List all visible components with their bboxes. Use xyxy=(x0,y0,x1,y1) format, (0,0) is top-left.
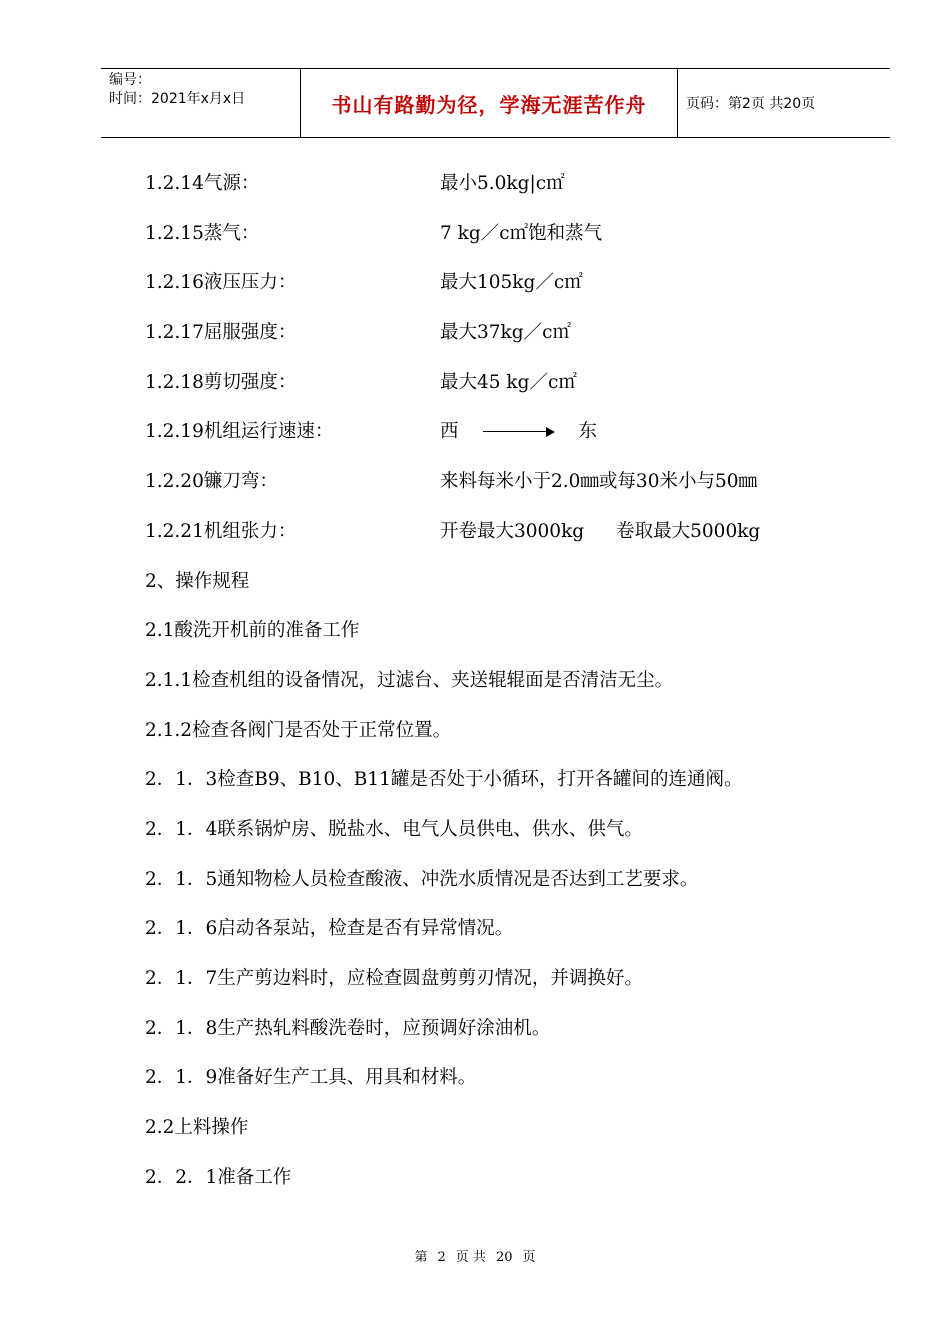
document-time: 时间：2021年x月x日 xyxy=(109,91,246,107)
spec-line xyxy=(145,466,865,516)
spec-line xyxy=(145,317,865,367)
paragraph: 2．1．9准备好生产工具、用具和材料。 xyxy=(145,1067,477,1089)
spec-line xyxy=(145,367,865,417)
direction-line xyxy=(145,416,865,466)
right-arrow-icon xyxy=(483,426,555,438)
header-page-number: 页码：第2页 共20页 xyxy=(686,96,816,112)
header-motto: 书山有路勤为径，学海无涯苦作舟 xyxy=(301,69,678,137)
paragraph: 2．1．5通知物检人员检查酸液、冲洗水质情况是否达到工艺要求。 xyxy=(145,868,699,890)
footer-suffix: 页 xyxy=(522,1250,536,1265)
subsection-heading: 2.2上料操作 xyxy=(145,1117,249,1139)
spec-label: 1.2.17屈服强度： xyxy=(145,322,297,344)
spec-value: 最大37kg／c㎡ xyxy=(440,322,571,344)
spec-value: 来料每米小于2.0㎜或每30米小与50㎜ xyxy=(440,471,758,493)
spec-line xyxy=(145,218,865,268)
coiler-tension: 卷取最大5000kg xyxy=(616,520,761,542)
section-heading: 2、操作规程 xyxy=(145,570,250,592)
footer-mid: 页 共 xyxy=(455,1250,486,1265)
footer-page: 2 xyxy=(437,1250,446,1265)
page-footer xyxy=(0,1246,950,1265)
spec-line xyxy=(145,267,865,317)
spec-label: 1.2.16液压压力： xyxy=(145,272,297,294)
direction-label: 1.2.19机组运行速速： xyxy=(145,421,334,443)
spec-label: 1.2.14气源： xyxy=(145,173,260,194)
paragraph: 2.1.1检查机组的设备情况，过滤台、夹送辊辊面是否清洁无尘。 xyxy=(145,669,674,691)
spec-line xyxy=(145,168,865,218)
spec-label: 1.2.18剪切强度： xyxy=(145,371,297,393)
spec-value: 最小5.0kg|c㎡ xyxy=(440,173,565,194)
paragraph: 2．2．1准备工作 xyxy=(145,1166,292,1188)
subsection-heading: 2.1酸洗开机前的准备工作 xyxy=(145,620,360,642)
direction-to: 东 xyxy=(578,421,598,443)
paragraph: 2．1．8生产热轧料酸洗卷时，应预调好涂油机。 xyxy=(145,1017,551,1039)
paragraph: 2.1.2检查各阀门是否处于正常位置。 xyxy=(145,719,452,741)
spec-value: 最大45 kg／c㎡ xyxy=(440,371,577,393)
document-body xyxy=(145,168,865,1211)
document-number: 编号： xyxy=(109,72,151,88)
spec-label: 1.2.21机组张力： xyxy=(145,520,297,542)
uncoiler-tension: 开卷最大3000kg xyxy=(440,520,585,542)
spec-value: 最大105kg／c㎡ xyxy=(440,272,583,294)
spec-value: 7 kg／c㎡饱和蒸气 xyxy=(440,222,603,244)
header-meta xyxy=(101,69,301,137)
footer-total: 20 xyxy=(495,1250,513,1265)
paragraph: 2．1．4联系锅炉房、脱盐水、电气人员供电、供水、供气。 xyxy=(145,818,643,840)
paragraph: 2．1．7生产剪边料时，应检查圆盘剪剪刃情况，并调换好。 xyxy=(145,968,643,989)
spec-line xyxy=(145,516,865,566)
paragraph: 2．1．6启动各泵站，检查是否有异常情况。 xyxy=(145,918,514,940)
spec-label: 1.2.15蒸气： xyxy=(145,222,260,244)
spec-label: 1.2.20镰刀弯： xyxy=(145,471,278,493)
direction-from: 西 xyxy=(440,421,459,443)
footer-prefix: 第 xyxy=(414,1250,428,1265)
page-header xyxy=(101,68,890,138)
paragraph: 2．1．3检查B9、B10、B11罐是否处于小循环，打开各罐间的连通阀。 xyxy=(145,769,743,791)
